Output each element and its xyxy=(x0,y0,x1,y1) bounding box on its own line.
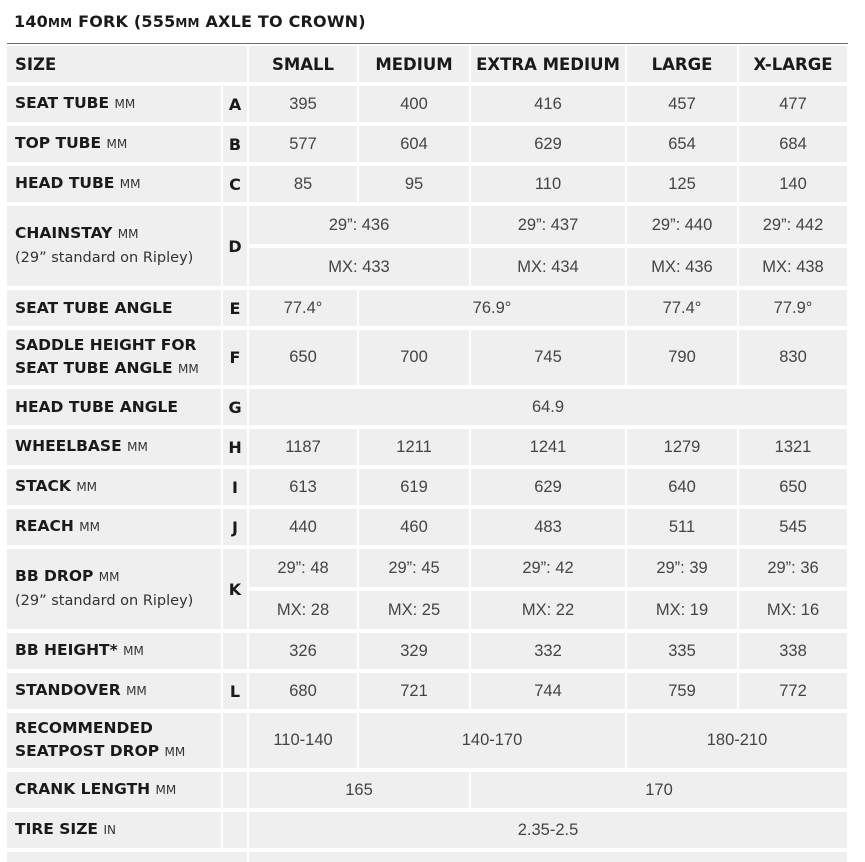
row-label: HEAD TUBE ANGLE xyxy=(7,389,222,425)
cell: 29”: 45 xyxy=(358,549,470,587)
row-letter: B xyxy=(222,126,248,162)
cell: 545 xyxy=(738,509,848,545)
cell: 140 xyxy=(738,166,848,202)
page-title: 140MM FORK (555MM AXLE TO CROWN) xyxy=(14,12,366,31)
cell: MX: 438 xyxy=(738,248,848,286)
row-saddle-height xyxy=(7,330,848,385)
cell: 700 xyxy=(358,330,470,385)
cell: 29”: 442 xyxy=(738,206,848,244)
size-medium-header: MEDIUM xyxy=(358,46,470,82)
cell: 338 xyxy=(738,633,848,669)
cell: MX: 433 xyxy=(248,248,470,286)
row-letter xyxy=(222,633,248,669)
row-letter xyxy=(222,713,248,768)
cell: 29”: 42 xyxy=(470,549,626,587)
row-letter: I xyxy=(222,469,248,505)
row-top-tube xyxy=(7,126,848,162)
cell: 745 xyxy=(470,330,626,385)
row-crank-length xyxy=(7,772,848,808)
row-label: STACK MM xyxy=(7,469,222,505)
cell: 29”: 440 xyxy=(626,206,738,244)
row-seat-tube-angle xyxy=(7,290,848,326)
cell: 511 xyxy=(626,509,738,545)
row-label: SADDLE HEIGHT FOR SEAT TUBE ANGLE MM xyxy=(7,330,222,385)
row-letter xyxy=(222,772,248,808)
row-label: CRANK LENGTH MM xyxy=(7,772,222,808)
size-xlarge-header: X-LARGE xyxy=(738,46,848,82)
row-letter: F xyxy=(222,330,248,385)
title-rule xyxy=(7,43,848,44)
cell: 95 xyxy=(358,166,470,202)
cell: 477 xyxy=(738,86,848,122)
cell: 629 xyxy=(470,126,626,162)
row-label: HEAD TUBE MM xyxy=(7,166,222,202)
cell: 457 xyxy=(626,86,738,122)
row-letter: J xyxy=(222,509,248,545)
cell: 165 xyxy=(248,772,470,808)
cell: 1241 xyxy=(470,429,626,465)
cell: 640 xyxy=(626,469,738,505)
cell: 744 xyxy=(470,673,626,709)
cell: 613 xyxy=(248,469,358,505)
cell: 830 xyxy=(738,330,848,385)
cell: 1187 xyxy=(248,429,358,465)
cell: 619 xyxy=(358,469,470,505)
row-letter: D xyxy=(222,206,248,286)
geometry-table xyxy=(7,46,849,862)
cell: 170 xyxy=(470,772,848,808)
row-bb-drop xyxy=(7,549,848,587)
cell: 110-140 xyxy=(248,713,358,768)
cell: 2.35-2.5 xyxy=(248,812,848,848)
cell: 684 xyxy=(738,126,848,162)
cell: 680 xyxy=(248,673,358,709)
cell: 416 xyxy=(470,86,626,122)
row-letter xyxy=(222,812,248,848)
size-extra-medium-header: EXTRA MEDIUM xyxy=(470,46,626,82)
cell: 29”: 436 xyxy=(248,206,470,244)
cell: 77.4° xyxy=(626,290,738,326)
cell: MX: 436 xyxy=(626,248,738,286)
row-label: RECOMMENDED SEATPOST DROP MM xyxy=(7,713,222,768)
row-head-tube xyxy=(7,166,848,202)
row-letter: A xyxy=(222,86,248,122)
cell: 440 xyxy=(248,509,358,545)
cell: 650 xyxy=(738,469,848,505)
cell: 483 xyxy=(470,509,626,545)
cell: 650 xyxy=(248,330,358,385)
row-seat-tube xyxy=(7,86,848,122)
cell: 721 xyxy=(358,673,470,709)
cell: 180-210 xyxy=(626,713,848,768)
row-label: WHEELBASE MM xyxy=(7,429,222,465)
row-letter: G xyxy=(222,389,248,425)
cell: 335 xyxy=(626,633,738,669)
row-label: STANDOVER MM xyxy=(7,673,222,709)
size-header: SIZE xyxy=(7,46,248,82)
cell: 400 xyxy=(358,86,470,122)
cell: MX: 28 xyxy=(248,591,358,629)
row-wheelbase xyxy=(7,429,848,465)
row-label: BB DROP MM (29” standard on Ripley) xyxy=(7,549,222,629)
row-tire-size xyxy=(7,812,848,848)
cell: 1211 xyxy=(358,429,470,465)
cell: 1279 xyxy=(626,429,738,465)
cell: 29”: 48 xyxy=(248,549,358,587)
cell: 110 xyxy=(470,166,626,202)
cell: 332 xyxy=(470,633,626,669)
cell: 772 xyxy=(738,673,848,709)
cell: 77.4° xyxy=(248,290,358,326)
cell: 759 xyxy=(626,673,738,709)
cell: 654 xyxy=(626,126,738,162)
cell: MX: 16 xyxy=(738,591,848,629)
row-label: TIRE SIZE IN xyxy=(7,812,222,848)
cell: 329 xyxy=(358,633,470,669)
row-label: REACH MM xyxy=(7,509,222,545)
cell: 77.9° xyxy=(738,290,848,326)
row-letter: L xyxy=(222,673,248,709)
cell: MX: 434 xyxy=(470,248,626,286)
row-bb-height xyxy=(7,633,848,669)
cell: MX: 19 xyxy=(626,591,738,629)
row-letter: E xyxy=(222,290,248,326)
row-letter: H xyxy=(222,429,248,465)
row-label: SEAT TUBE MM xyxy=(7,86,222,122)
cell: 577 xyxy=(248,126,358,162)
size-large-header: LARGE xyxy=(626,46,738,82)
row-letter: K xyxy=(222,549,248,629)
row-label: BB HEIGHT* MM xyxy=(7,633,222,669)
cell: 790 xyxy=(626,330,738,385)
cell: 140-170 xyxy=(358,713,626,768)
cell: 29”: 36 xyxy=(738,549,848,587)
row-seatpost-drop xyxy=(7,713,848,768)
cell: 85 xyxy=(248,166,358,202)
cell: 29”: 39 xyxy=(626,549,738,587)
row-label: SEAT TUBE ANGLE xyxy=(7,290,222,326)
cell: MX: 25 xyxy=(358,591,470,629)
cell: 604 xyxy=(358,126,470,162)
cell: 326 xyxy=(248,633,358,669)
row-head-tube-angle xyxy=(7,389,848,425)
row-label: TOP TUBE MM xyxy=(7,126,222,162)
row-letter: C xyxy=(222,166,248,202)
cell: 629 xyxy=(470,469,626,505)
header-row xyxy=(7,46,848,82)
cell: 29”: 437 xyxy=(470,206,626,244)
row-reach xyxy=(7,509,848,545)
cell: 1321 xyxy=(738,429,848,465)
cell: MX: 22 xyxy=(470,591,626,629)
cell: 125 xyxy=(626,166,738,202)
size-small-header: SMALL xyxy=(248,46,358,82)
cell: 64.9 xyxy=(248,389,848,425)
row-label: CHAINSTAY MM (29” standard on Ripley) xyxy=(7,206,222,286)
cell: 76.9° xyxy=(358,290,626,326)
cell: 460 xyxy=(358,509,470,545)
row-standover xyxy=(7,673,848,709)
row-chainstay xyxy=(7,206,848,244)
row-stack xyxy=(7,469,848,505)
cell: 395 xyxy=(248,86,358,122)
